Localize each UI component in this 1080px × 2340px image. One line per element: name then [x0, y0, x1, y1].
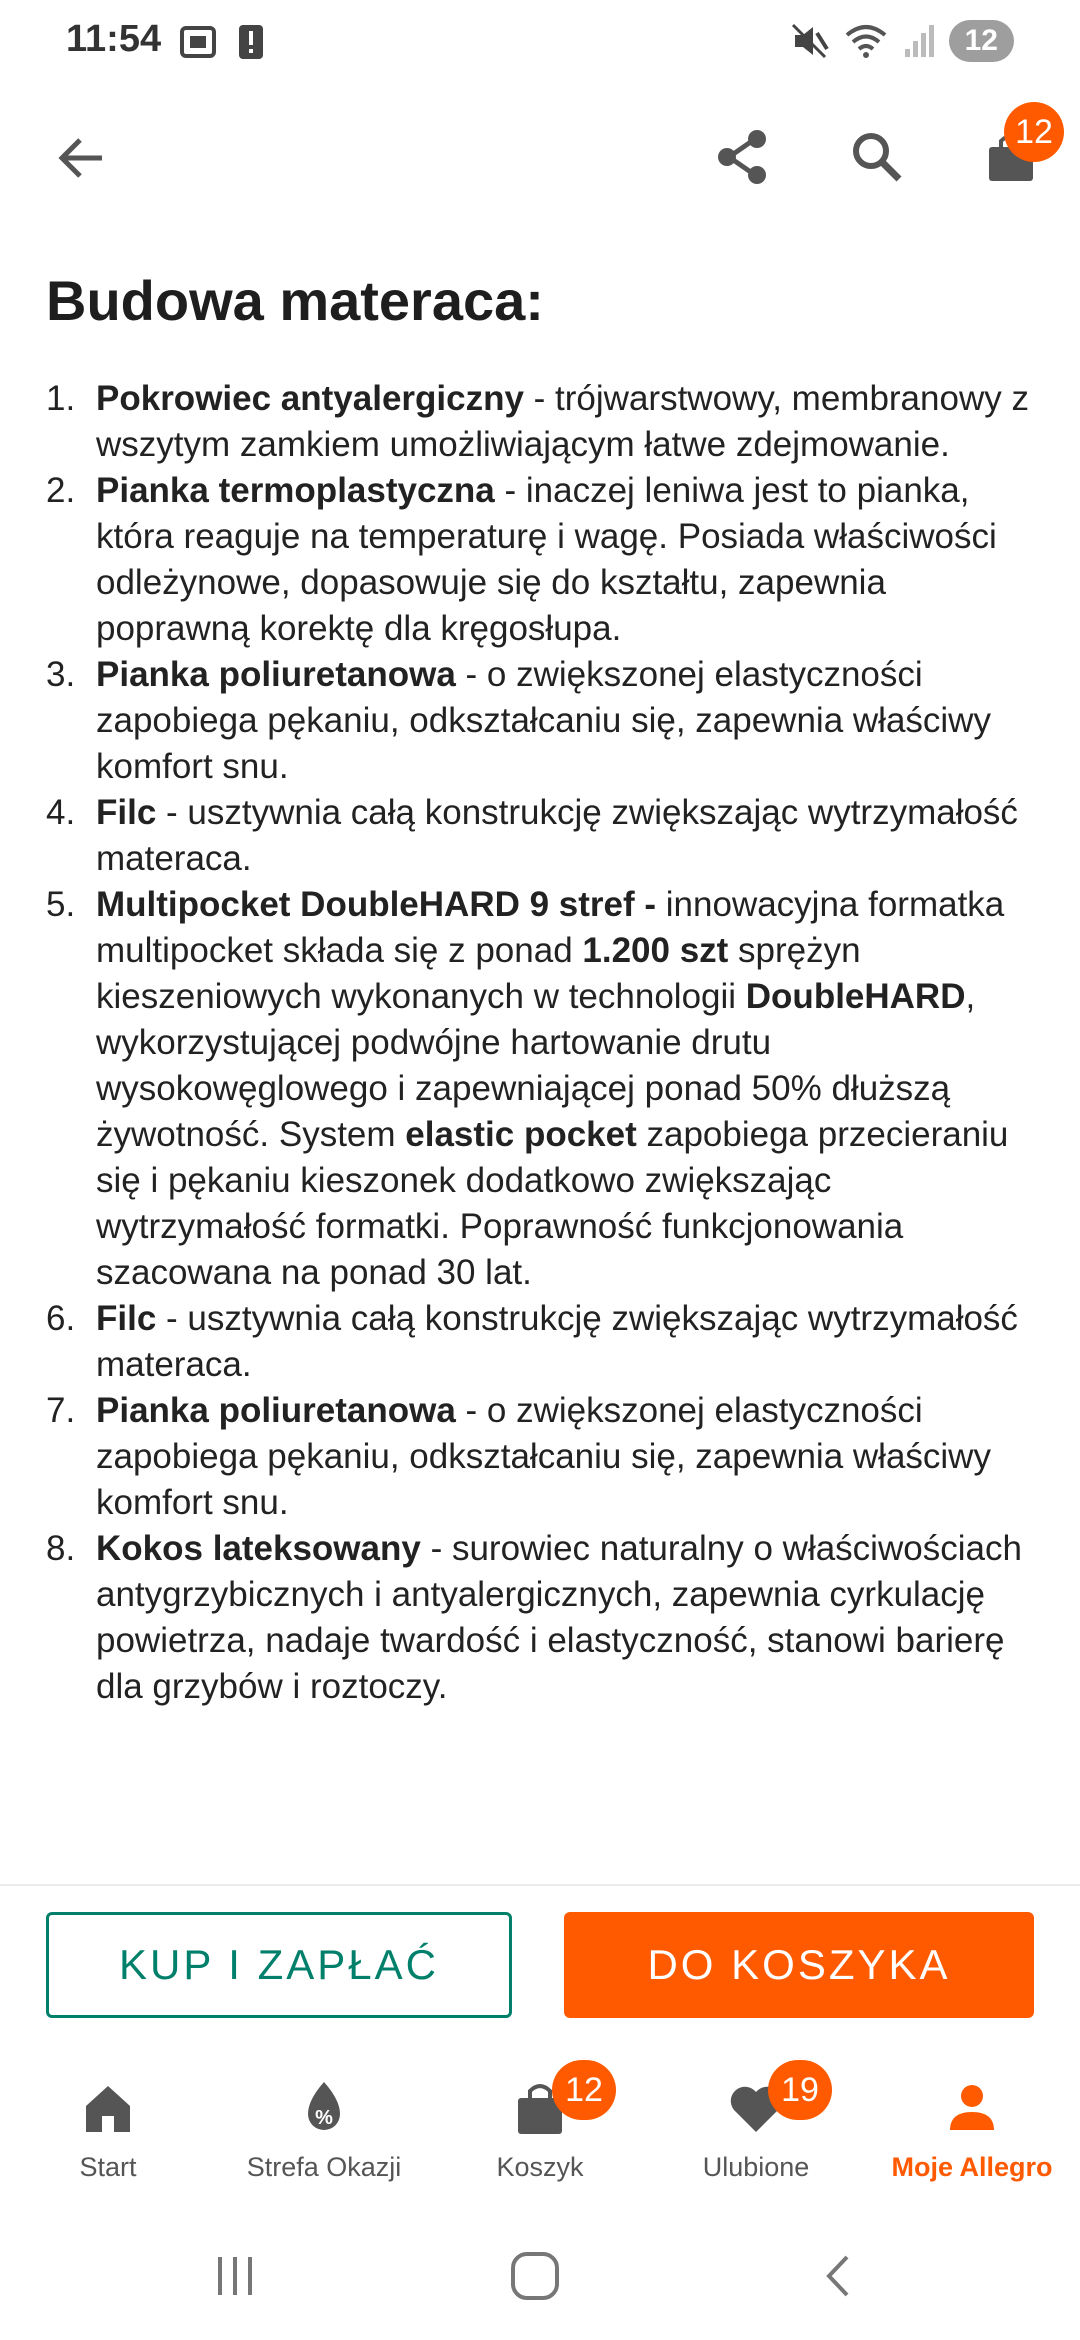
chevron-left-icon — [815, 2251, 865, 2301]
nav-label: Ulubione — [702, 2152, 810, 2182]
item-text: , wykorzystującej podwójne hartowanie drutu wysokowęglowego i zapewniającej ponad 50% dłuższą żywotność. System — [96, 977, 976, 1154]
alert-icon — [236, 22, 266, 62]
home-icon — [78, 2078, 138, 2138]
add-to-cart-button[interactable]: DO KOSZYKA — [564, 1912, 1034, 2018]
item-text: - surowiec naturalny o właściwościach antygrzybicznych i antyalergicznych, zapewnia cyrkulację powietrza, nadaje twardość i elastyczność, stanowi barierę dla grzybów i roztoczy. — [96, 1529, 1022, 1706]
nav-item-deals[interactable] — [216, 2052, 432, 2212]
list-number: 4. — [46, 793, 76, 832]
list-number: 6. — [46, 1299, 76, 1338]
svg-text:%: % — [315, 2107, 333, 2129]
notification-count: 12 — [949, 20, 1014, 62]
list-item — [46, 376, 1046, 468]
item-text: zapobiega przecieraniu się i pękaniu kieszonek dodatkowo zwiększając wytrzymałość formatki. Poprawność funkcjonowania szacowana na ponad 30 lat. — [96, 1115, 1009, 1292]
item-title: Kokos lateksowany — [96, 1529, 421, 1568]
nav-item-account[interactable] — [864, 2052, 1080, 2212]
screenshot-icon — [178, 22, 218, 62]
item-highlight: elastic pocket — [405, 1115, 637, 1154]
bottom-navigation — [0, 2052, 1080, 2212]
item-highlight: 1.200 szt — [582, 931, 729, 970]
item-title: Multipocket DoubleHARD 9 stref - — [96, 885, 657, 924]
item-text: - inaczej leniwa jest to pianka, która reaguje na temperaturę i wagę. Posiada właściwości odleżynowe, dopasowuje się do kształtu, zapewnia poprawną korektę dla kręgosłupa. — [96, 471, 997, 648]
status-time: 11:54 — [66, 18, 162, 60]
favorites-count-badge: 19 — [768, 2060, 832, 2120]
list-item — [46, 1296, 1046, 1388]
item-text: innowacyjna formatka multipocket składa się z ponad — [96, 885, 1005, 970]
item-title: Pianka termoplastyczna — [96, 471, 495, 510]
item-title: Pianka poliuretanowa — [96, 1391, 456, 1430]
cart-count-badge: 12 — [552, 2060, 616, 2120]
spec-list — [46, 376, 1046, 1710]
list-number: 2. — [46, 471, 76, 510]
back-button[interactable] — [48, 124, 116, 192]
list-item — [46, 652, 1046, 790]
item-text: - trójwarstwowy, membranowy z wszytym zamkiem umożliwiającym łatwe zdejmowanie. — [96, 379, 1029, 464]
buy-now-button[interactable]: KUP I ZAPŁAĆ — [46, 1912, 512, 2018]
item-title: Pokrowiec antyalergiczny — [96, 379, 524, 418]
item-title: Pianka poliuretanowa — [96, 655, 456, 694]
app-bar — [0, 86, 1080, 234]
system-navigation — [0, 2212, 1080, 2340]
home-button[interactable] — [500, 2246, 570, 2306]
list-number: 8. — [46, 1529, 76, 1568]
nav-label: Start — [79, 2152, 137, 2182]
nav-item-cart[interactable] — [432, 2052, 648, 2212]
item-text: - o zwiększonej elastyczności zapobiega pękaniu, odkształcaniu się, zapewnia właściwy komfort snu. — [96, 655, 991, 786]
mute-icon — [789, 21, 829, 61]
list-item — [46, 1388, 1046, 1526]
item-text: - usztywnia całą konstrukcję zwiększając wytrzymałość materaca. — [96, 793, 1018, 878]
list-number: 1. — [46, 379, 76, 418]
status-bar — [0, 0, 1080, 86]
nav-label: Strefa Okazji — [246, 2152, 402, 2182]
item-text: - o zwiększonej elastyczności zapobiega pękaniu, odkształcaniu się, zapewnia właściwy komfort snu. — [96, 1391, 991, 1522]
purchase-actions — [0, 1884, 1080, 2054]
nav-item-start[interactable] — [0, 2052, 216, 2212]
item-title: Filc — [96, 793, 157, 832]
search-icon — [847, 127, 907, 187]
list-number: 5. — [46, 885, 76, 924]
wifi-icon — [843, 21, 889, 61]
share-icon — [713, 127, 773, 187]
list-item — [46, 882, 1046, 1296]
deals-icon — [294, 2078, 354, 2138]
item-text: sprężyn kieszeniowych wykonanych w technologii — [96, 931, 861, 1016]
recent-apps-button[interactable] — [200, 2246, 270, 2306]
list-item — [46, 1526, 1046, 1710]
item-text: - usztywnia całą konstrukcję zwiększając wytrzymałość materaca. — [96, 1299, 1018, 1384]
recent-apps-icon — [210, 2251, 260, 2301]
product-description — [0, 234, 1080, 1884]
list-item — [46, 790, 1046, 882]
item-highlight: DoubleHARD — [745, 977, 966, 1016]
search-button[interactable] — [842, 122, 912, 192]
arrow-back-icon — [54, 130, 110, 186]
list-item — [46, 468, 1046, 652]
user-icon — [942, 2078, 1002, 2138]
page-title: Budowa materaca: — [46, 269, 544, 332]
nav-item-favorites[interactable] — [648, 2052, 864, 2212]
nav-label: Koszyk — [496, 2152, 584, 2182]
share-button[interactable] — [708, 122, 778, 192]
system-back-button[interactable] — [805, 2246, 875, 2306]
item-title: Filc — [96, 1299, 157, 1338]
cart-badge: 12 — [1004, 102, 1064, 162]
signal-icon — [903, 21, 935, 61]
home-circle-icon — [507, 2248, 563, 2304]
list-number: 7. — [46, 1391, 76, 1430]
list-number: 3. — [46, 655, 76, 694]
nav-label: Moje Allegro — [891, 2152, 1053, 2182]
